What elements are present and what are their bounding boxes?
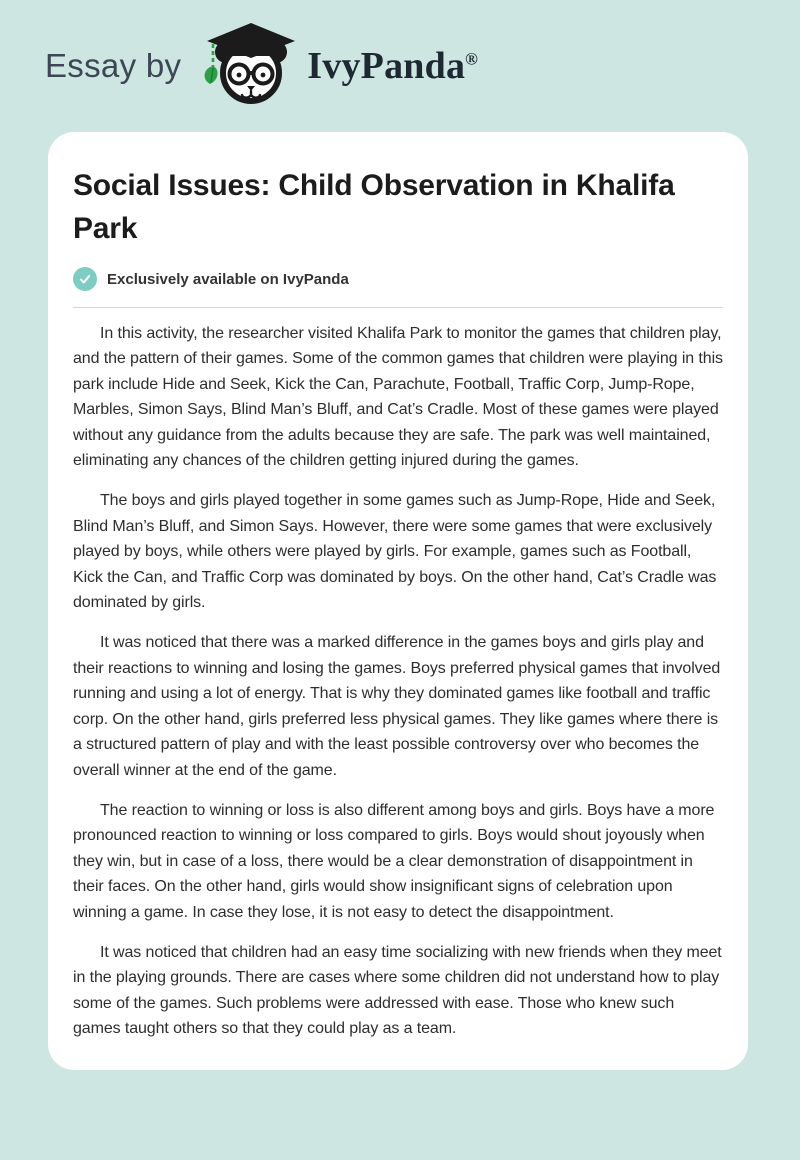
check-icon <box>73 267 97 291</box>
ivypanda-logo <box>197 22 297 106</box>
essay-title: Social Issues: Child Observation in Khalifa Park <box>73 169 675 245</box>
divider <box>73 307 723 308</box>
panda-graduate-icon <box>197 22 297 106</box>
essay-body <box>73 321 723 1042</box>
availability-label: Exclusively available on IvyPanda <box>107 270 349 288</box>
registered-mark: ® <box>465 49 479 69</box>
essay-by-label: Essay by <box>45 47 182 84</box>
essay-paragraph: It was noticed that children had an easy time socializing with new friends when they meet in the playing grounds. There are cases where some children did not understand how to play some of the games. Such problems were addressed with ease. Those who knew such games taught others so that they could play as a team. <box>73 943 722 1038</box>
brand-name <box>307 44 478 88</box>
essay-paragraph: In this activity, the researcher visited Khalifa Park to monitor the games that children play, and the pattern of their games. Some of the common games that children were playing in this park include Hide and Seek, Kick the Can, Parachute, Football, Traffic Corp, Jump-Rope, Marbles, Simon Says, Blind Man’s Bluff, and Cat’s Cradle. Most of these games were played without any guidance from the adults because they are safe. The park was well maintained, eliminating any chances of the children getting injured during the games. <box>73 325 723 470</box>
essay-card <box>48 132 748 1070</box>
essay-paragraph: It was noticed that there was a marked difference in the games boys and girls play and their reactions to winning and losing the games. Boys preferred physical games that involved running and using a lot of energy. That is why they dominated games like football and traffic corp. On the other hand, girls preferred less physical games. They like games where there is a structured pattern of play and with the least possible controversy over who becomes the overall winner at the end of the game. <box>73 634 721 779</box>
essay-paragraph: The reaction to winning or loss is also different among boys and girls. Boys have a more pronounced reaction to winning or loss compared to girls. Boys would shout joyously when they win, but in case of a loss, there would be a clear demonstration of disappointment in their faces. On the other hand, girls would show insignificant signs of celebration upon winning a game. In case they lose, it is not easy to detect the disappointment. <box>73 801 715 921</box>
site-header <box>0 0 800 132</box>
availability-badge <box>73 267 723 291</box>
essay-paragraph: The boys and girls played together in some games such as Jump-Rope, Hide and Seek, Blind Man’s Bluff, and Simon Says. However, there were some games that were exclusively played by boys, while others were played by girls. For example, games such as Football, Kick the Can, and Traffic Corp was dominated by boys. On the other hand, Cat’s Cradle was dominated by girls. <box>73 492 717 612</box>
brand-text: IvyPanda <box>307 45 466 87</box>
